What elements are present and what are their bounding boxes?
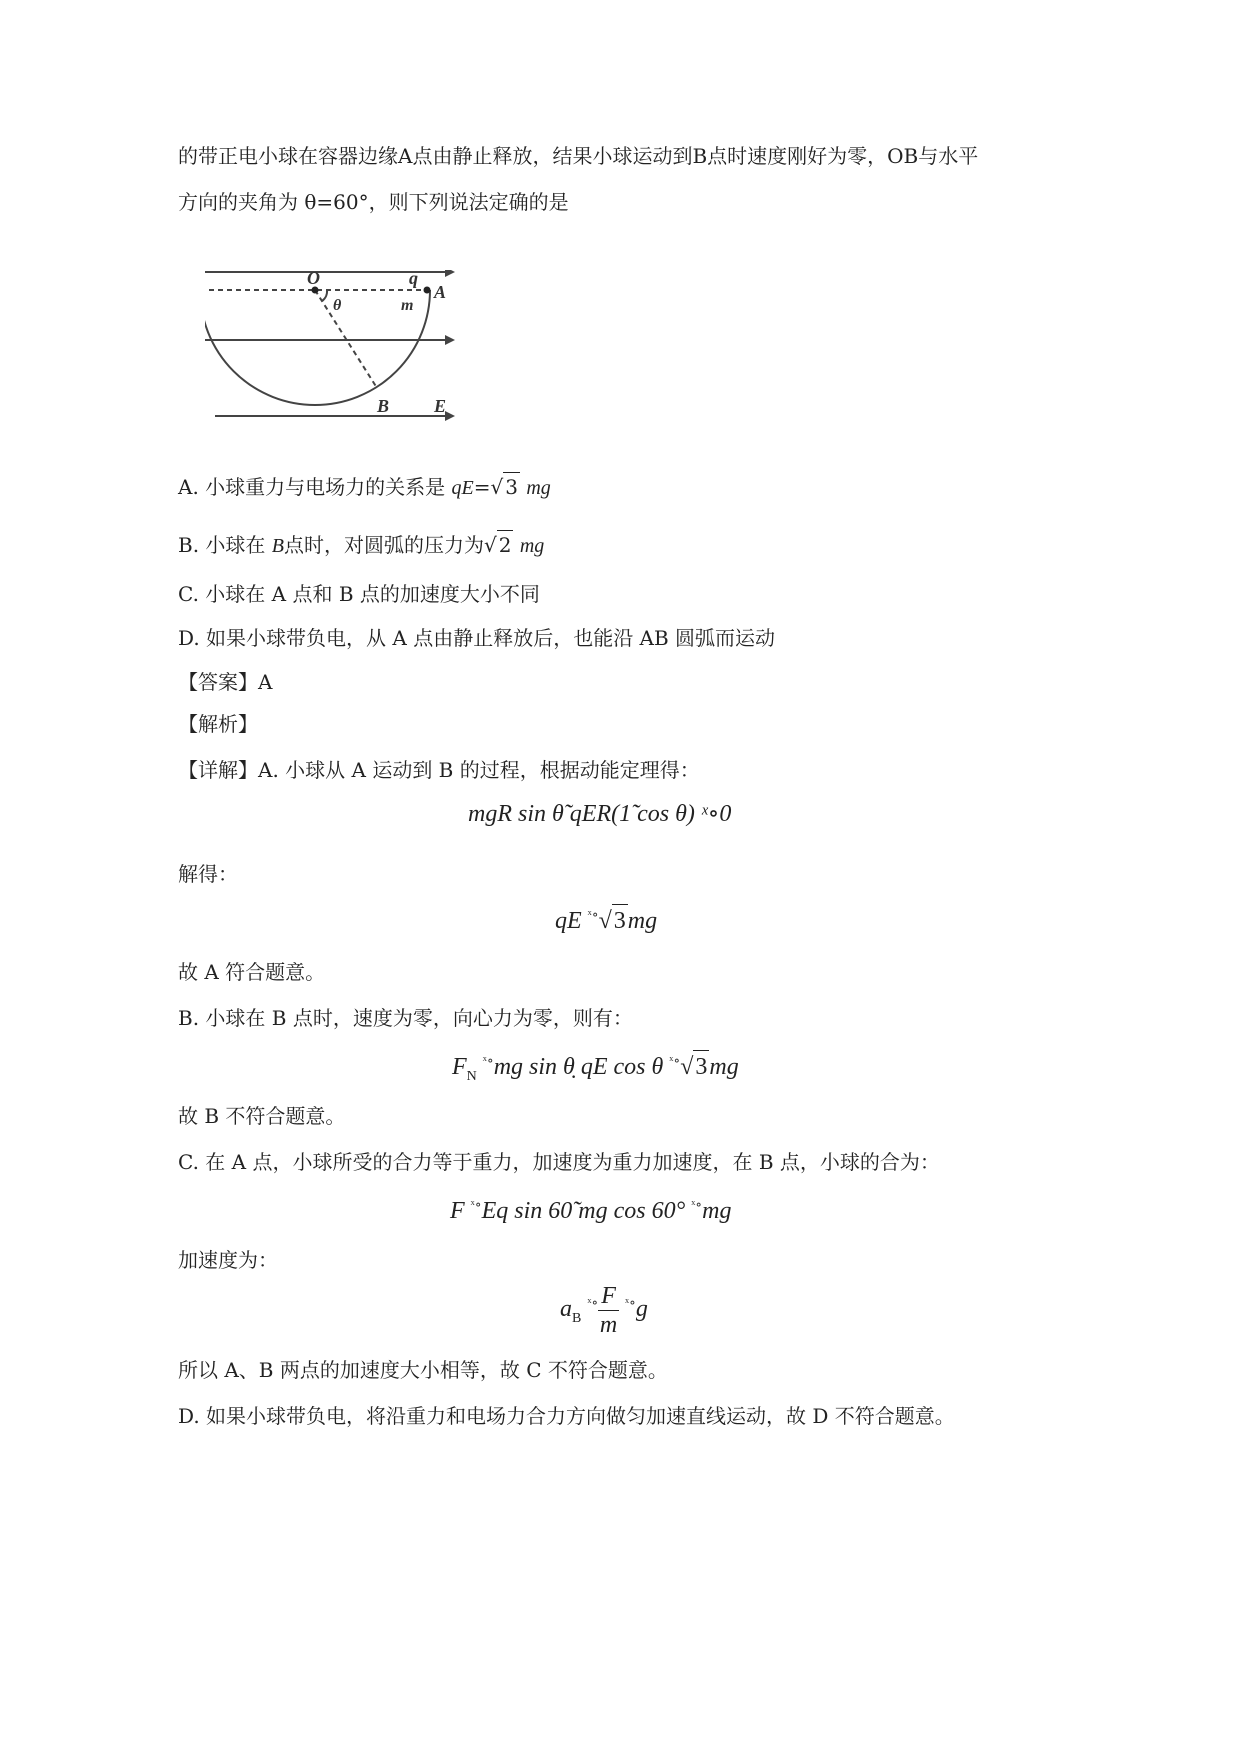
equation-net-force (450, 1190, 731, 1227)
equation-energy: mgR sin θ̃ qER(1̃ cos θ) ˣ∘0 (468, 801, 732, 827)
option-a-eq: = (473, 475, 491, 499)
eq3-noise1: ˣ∘ (482, 1054, 494, 1069)
eq4-mid: Eq sin 60̃ mg cos 60° (481, 1198, 686, 1224)
eq5-unit: g (635, 1296, 648, 1323)
eq2-root: 3 (612, 904, 628, 937)
equation-acceleration (560, 1282, 648, 1339)
option-b (178, 530, 544, 560)
option-b-prefix: B. 小球在 (178, 533, 272, 557)
accel-label: 加速度为： (178, 1248, 278, 1272)
option-a-unit: mg (526, 477, 551, 499)
eq5-fraction (598, 1282, 619, 1339)
conclusion-b: 故 B 不符合题意。 (178, 1104, 346, 1128)
option-b-unit: mg (519, 535, 545, 557)
question-line-2: 方向的夹角为 θ=60°，则下列说法定确的是 (178, 190, 569, 214)
option-b-sqrt: √ 2 (484, 530, 513, 559)
c-intro: C. 在 A 点，小球所受的合力等于重力，加速度为重力加速度，在 B 点，小球的合为： (178, 1150, 940, 1174)
label-q: q (409, 270, 418, 288)
option-b-var: B (271, 535, 284, 557)
option-d: D. 如果小球带负电，从 A 点由静止释放后，也能沿 AB 圆弧而运动 (178, 626, 776, 650)
eq5-sub: B (572, 1310, 582, 1326)
equation-qe (555, 900, 657, 937)
eq3-root: 3 (693, 1050, 709, 1083)
analysis-title: 【解析】 (178, 712, 258, 736)
option-a-root: 3 (503, 472, 520, 501)
option-c: C. 小球在 A 点和 B 点的加速度大小不同 (178, 582, 540, 606)
eq3-noise2: ˣ∘ (669, 1054, 681, 1069)
detail-intro: 【详解】A. 小球从 A 运动到 B 的过程，根据动能定理得： (178, 758, 700, 782)
label-m: m (401, 297, 414, 314)
option-b-mid: 点时，对圆弧的压力为 (284, 533, 484, 557)
label-o: O (307, 270, 320, 288)
eq5-pre: a (560, 1296, 572, 1323)
eq5-num: F (598, 1282, 619, 1311)
eq4-noise1: ˣ∘ (470, 1198, 482, 1213)
eq5-noise1: ˣ∘ (587, 1296, 599, 1312)
conclusion-c: 所以 A、B 两点的加速度大小相等，故 C 不符合题意。 (178, 1358, 668, 1382)
d-text: D. 如果小球带负电，将沿重力和电场力合力方向做匀加速直线运动，故 D 不符合题意。 (178, 1404, 955, 1428)
label-e: E (434, 396, 447, 416)
option-b-root: 2 (497, 530, 514, 559)
eq4-pre: F (450, 1198, 465, 1224)
semicircle-field-diagram (205, 270, 465, 435)
eq3-unit: mg (709, 1054, 739, 1080)
semicircle-arc (205, 290, 430, 405)
equation-normal-force (452, 1046, 739, 1093)
conclusion-a: 故 A 符合题意。 (178, 960, 326, 984)
eq3-mid: mg sin θ̣ qE cos θ (493, 1054, 664, 1080)
eq3-sqrt: √3 (680, 1050, 709, 1083)
label-theta: θ (333, 297, 342, 314)
eq5-den: m (599, 1312, 618, 1338)
eq4-unit: mg (702, 1198, 732, 1224)
option-a-sqrt: √ 3 (491, 472, 520, 501)
option-a (178, 472, 551, 502)
eq3-sub: N (466, 1068, 477, 1084)
ball-point (424, 287, 431, 294)
label-a: A (434, 282, 447, 302)
eq3-pre: F (452, 1054, 467, 1080)
eq2-left: qE (555, 908, 582, 934)
option-a-prefix: A. 小球重力与电场力的关系是 (178, 475, 452, 499)
eq2-sqrt: √3 (599, 904, 628, 937)
label-b: B (377, 396, 390, 416)
question-line-1: 的带正电小球在容器边缘A点由静止释放，结果小球运动到B点时速度刚好为零，OB与水平 (178, 144, 979, 168)
answer: 【答案】A (178, 670, 273, 694)
angle-arc (322, 290, 327, 301)
solve-label: 解得： (178, 862, 238, 886)
eq5-noise2: ˣ∘ (624, 1296, 636, 1312)
eq2-right: mg (627, 908, 658, 934)
eq4-noise2: ˣ∘ (691, 1198, 703, 1213)
eq2-noise: ˣ∘ (587, 908, 599, 923)
option-a-var: qE (451, 477, 474, 499)
b-intro: B. 小球在 B 点时，速度为零，向心力为零，则有： (178, 1006, 633, 1030)
